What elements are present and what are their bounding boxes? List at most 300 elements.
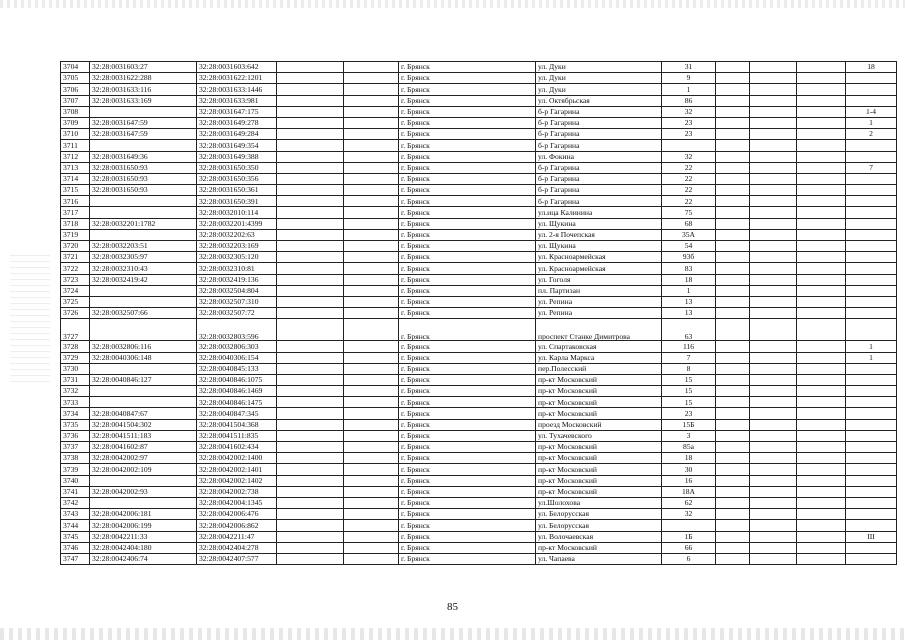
cell-cadastral-number: 32:28:0032310:81 [197,263,277,274]
cell-row-number: 3726 [61,308,90,319]
cell-empty [716,151,750,162]
cell-house-number: 63 [662,319,716,341]
cell-city: г. Брянск [399,352,536,363]
cell-city: г. Брянск [399,140,536,151]
cell-street: проезд Московский [536,419,662,430]
cell-empty [344,106,399,117]
cell-old-cadastral-number: 32:28:0031622:288 [90,73,197,84]
table-row [61,229,897,240]
cell-empty [716,196,750,207]
cell-empty [344,542,399,553]
cell-cadastral-number: 32:28:0042006:862 [197,520,277,531]
cell-empty [277,363,344,374]
cell-house-number: 7 [662,352,716,363]
table-row [61,352,897,363]
cell-house-number: 13 [662,296,716,307]
cell-empty [277,185,344,196]
cell-old-cadastral-number [90,319,197,341]
cell-old-cadastral-number: 32:28:0032201:1782 [90,218,197,229]
cell-empty [344,386,399,397]
cell-old-cadastral-number: 32:28:0041602:87 [90,442,197,453]
cell-house-number: 68 [662,218,716,229]
cell-street: пл. Партизан [536,285,662,296]
cell-empty [277,274,344,285]
table-row [61,553,897,564]
cell-city: г. Брянск [399,106,536,117]
cell-building-part [846,274,897,285]
cell-cadastral-number: 32:28:0042006:476 [197,509,277,520]
cell-row-number: 3735 [61,419,90,430]
cell-empty [750,140,797,151]
cell-house-number: 3 [662,430,716,441]
cell-building-part [846,185,897,196]
scan-artifact-margin [10,255,50,385]
cell-cadastral-number: 32:28:0031633:981 [197,95,277,106]
cell-building-part [846,363,897,374]
cell-cadastral-number: 32:28:0032201:4399 [197,218,277,229]
cell-old-cadastral-number [90,207,197,218]
cell-empty [797,386,846,397]
cell-empty [344,442,399,453]
cell-house-number: 83 [662,263,716,274]
cell-empty [344,151,399,162]
cell-street: ул. Красноармейская [536,252,662,263]
cell-empty [750,84,797,95]
cell-empty [750,196,797,207]
cell-empty [750,520,797,531]
cell-empty [344,308,399,319]
cell-empty [277,73,344,84]
cell-empty [750,509,797,520]
cell-street: пер.Полесский [536,363,662,374]
cell-empty [797,352,846,363]
cell-street: пр-кт Московский [536,542,662,553]
cell-empty [344,464,399,475]
cell-row-number: 3746 [61,542,90,553]
cell-house-number: 6 [662,553,716,564]
cell-empty [277,453,344,464]
cell-city: г. Брянск [399,173,536,184]
cell-building-part [846,140,897,151]
cell-row-number: 3723 [61,274,90,285]
cell-empty [797,285,846,296]
cell-cadastral-number: 32:28:0041504:368 [197,419,277,430]
table-row [61,285,897,296]
cell-empty [277,475,344,486]
cell-empty [716,341,750,352]
cell-building-part [846,196,897,207]
cell-house-number: 18 [662,274,716,285]
table-row [61,397,897,408]
cell-cadastral-number: 32:28:0031603:642 [197,62,277,73]
cell-empty [344,397,399,408]
cell-building-part [846,475,897,486]
cell-empty [750,151,797,162]
cell-cadastral-number: 32:28:0040846:1475 [197,397,277,408]
cell-house-number: 31 [662,62,716,73]
cell-house-number: 22 [662,185,716,196]
cell-empty [716,241,750,252]
cell-old-cadastral-number: 32:28:0031649:36 [90,151,197,162]
cell-city: г. Брянск [399,542,536,553]
cell-old-cadastral-number: 32:28:0032203:51 [90,241,197,252]
cell-house-number: 62 [662,497,716,508]
cell-empty [750,106,797,117]
scan-artifact-top [0,0,905,8]
cell-empty [277,308,344,319]
cell-row-number: 3707 [61,95,90,106]
cell-empty [797,531,846,542]
page-number: 85 [447,601,458,613]
cell-building-part [846,542,897,553]
cell-empty [797,520,846,531]
cell-empty [716,73,750,84]
cadastral-registry-table [60,61,897,565]
cell-row-number: 3715 [61,185,90,196]
cell-empty [277,296,344,307]
cell-empty [277,386,344,397]
cell-empty [797,464,846,475]
cell-empty [344,553,399,564]
cell-old-cadastral-number [90,363,197,374]
cell-empty [277,151,344,162]
cell-empty [750,497,797,508]
cell-old-cadastral-number: 32:28:0031650:93 [90,185,197,196]
cell-old-cadastral-number: 32:28:0040847:67 [90,408,197,419]
cell-empty [797,475,846,486]
cell-street: б-р Гагарина [536,196,662,207]
cell-empty [277,263,344,274]
cell-empty [716,106,750,117]
cell-row-number: 3729 [61,352,90,363]
cell-street: ул. Щукина [536,218,662,229]
cell-old-cadastral-number: 32:28:0042006:181 [90,509,197,520]
cell-empty [716,185,750,196]
cell-old-cadastral-number: 32:28:0031633:169 [90,95,197,106]
cell-row-number: 3745 [61,531,90,542]
table-row [61,95,897,106]
cell-row-number: 3742 [61,497,90,508]
cell-empty [750,386,797,397]
cell-street: пр-кт Московский [536,386,662,397]
cell-house-number: 1Б [662,531,716,542]
cell-city: г. Брянск [399,319,536,341]
cell-old-cadastral-number: 32:28:0042406:74 [90,553,197,564]
cell-street: ул. Фокина [536,151,662,162]
cell-building-part: 7 [846,162,897,173]
cell-empty [797,173,846,184]
cell-street: б-р Гагарина [536,162,662,173]
cell-building-part [846,520,897,531]
cell-building-part [846,397,897,408]
cell-empty [797,263,846,274]
cell-empty [716,162,750,173]
cell-building-part: 1-4 [846,106,897,117]
cell-street: ул. Дуки [536,73,662,84]
cell-empty [716,252,750,263]
cell-empty [277,84,344,95]
cell-empty [344,475,399,486]
cell-old-cadastral-number [90,497,197,508]
cell-row-number: 3706 [61,84,90,95]
cell-city: г. Брянск [399,520,536,531]
cell-empty [716,95,750,106]
cell-empty [750,363,797,374]
cell-city: г. Брянск [399,386,536,397]
cell-house-number: 22 [662,196,716,207]
cell-row-number: 3720 [61,241,90,252]
cell-city: г. Брянск [399,95,536,106]
cell-empty [716,363,750,374]
cell-empty [277,162,344,173]
cell-house-number: 18 [662,453,716,464]
cell-building-part [846,430,897,441]
cell-street: б-р Гагарина [536,140,662,151]
cell-empty [344,73,399,84]
cell-street: б-р Гагарина [536,106,662,117]
cell-empty [344,218,399,229]
cell-empty [750,73,797,84]
cell-building-part [846,419,897,430]
table-row [61,464,897,475]
cell-old-cadastral-number: 32:28:0032507:66 [90,308,197,319]
cell-empty [277,207,344,218]
table-row [61,308,897,319]
cell-empty [750,397,797,408]
cell-house-number: 1 [662,285,716,296]
cell-building-part [846,207,897,218]
cell-cadastral-number: 32:28:0040306:154 [197,352,277,363]
cell-building-part [846,84,897,95]
cell-empty [797,241,846,252]
cell-old-cadastral-number [90,386,197,397]
table-row [61,151,897,162]
cell-house-number: 93б [662,252,716,263]
cell-cadastral-number: 32:28:0032507:72 [197,308,277,319]
cell-cadastral-number: 32:28:0031650:391 [197,196,277,207]
cell-row-number: 3712 [61,151,90,162]
cell-city: г. Брянск [399,308,536,319]
table-row [61,263,897,274]
cell-empty [344,117,399,128]
cell-empty [344,162,399,173]
cell-street: б-р Гагарина [536,185,662,196]
cell-building-part [846,442,897,453]
cell-empty [750,475,797,486]
cell-row-number: 3708 [61,106,90,117]
cell-empty [344,274,399,285]
cell-building-part [846,453,897,464]
cell-cadastral-number: 32:28:0031650:356 [197,173,277,184]
cell-empty [750,464,797,475]
cell-empty [277,62,344,73]
cell-empty [716,296,750,307]
cell-empty [750,319,797,341]
cell-empty [344,62,399,73]
table-row [61,520,897,531]
cell-building-part [846,509,897,520]
cell-cadastral-number: 32:28:0040846:1075 [197,374,277,385]
cell-cadastral-number: 32:28:0031622:1201 [197,73,277,84]
cell-old-cadastral-number: 32:28:0042002:109 [90,464,197,475]
cell-empty [716,542,750,553]
cell-empty [716,520,750,531]
cell-empty [277,352,344,363]
table-row [61,252,897,263]
cell-empty [750,486,797,497]
table-row [61,531,897,542]
cell-old-cadastral-number: 32:28:0042211:33 [90,531,197,542]
cell-old-cadastral-number [90,196,197,207]
cell-empty [277,497,344,508]
cell-city: г. Брянск [399,464,536,475]
cell-building-part [846,241,897,252]
cell-row-number: 3718 [61,218,90,229]
cell-city: г. Брянск [399,117,536,128]
cell-old-cadastral-number: 32:28:0042002:93 [90,486,197,497]
cell-empty [277,95,344,106]
cell-empty [716,497,750,508]
cell-empty [277,520,344,531]
cell-house-number: 8 [662,363,716,374]
cell-house-number: 75 [662,207,716,218]
cell-empty [344,520,399,531]
table-row [61,207,897,218]
cell-building-part [846,386,897,397]
cell-old-cadastral-number [90,140,197,151]
table-row [61,408,897,419]
cell-empty [344,453,399,464]
cell-row-number: 3709 [61,117,90,128]
cell-street: пр-кт Московский [536,486,662,497]
cell-city: г. Брянск [399,207,536,218]
cell-street: ул. Белорусская [536,509,662,520]
cell-empty [344,229,399,240]
cell-street: ул. Красноармейская [536,263,662,274]
cell-cadastral-number: 32:28:0032305:120 [197,252,277,263]
cell-empty [716,430,750,441]
cell-cadastral-number: 32:28:0031647:175 [197,106,277,117]
cell-empty [277,117,344,128]
cell-empty [750,542,797,553]
cell-old-cadastral-number: 32:28:0042002:97 [90,453,197,464]
table-row [61,542,897,553]
cell-city: г. Брянск [399,73,536,84]
cell-building-part: 1 [846,341,897,352]
cell-empty [750,263,797,274]
cell-empty [716,397,750,408]
cell-street: ул. Дуки [536,84,662,95]
table-row [61,218,897,229]
cell-cadastral-number: 32:28:0040845:133 [197,363,277,374]
cell-empty [344,341,399,352]
cell-street: пр-кт Московский [536,397,662,408]
table-row [61,185,897,196]
cell-building-part: 18 [846,62,897,73]
cell-empty [277,509,344,520]
cell-empty [277,531,344,542]
cell-row-number: 3725 [61,296,90,307]
cell-building-part [846,319,897,341]
cell-street: ул. Октябрьская [536,95,662,106]
cell-old-cadastral-number: 32:28:0041511:183 [90,430,197,441]
cell-empty [716,509,750,520]
cell-building-part [846,497,897,508]
cell-empty [277,241,344,252]
cell-empty [344,419,399,430]
cell-empty [716,486,750,497]
cell-empty [750,207,797,218]
cell-empty [797,408,846,419]
cell-empty [277,442,344,453]
cell-cadastral-number: 32:28:0042004:1345 [197,497,277,508]
table-row [61,419,897,430]
cell-old-cadastral-number: 32:28:0031647:59 [90,129,197,140]
cell-cadastral-number: 32:28:0031649:278 [197,117,277,128]
cell-empty [716,84,750,95]
cell-empty [750,185,797,196]
cell-empty [716,386,750,397]
cell-empty [344,430,399,441]
cell-city: г. Брянск [399,453,536,464]
cell-row-number: 3736 [61,430,90,441]
cell-empty [797,196,846,207]
cell-empty [344,296,399,307]
cell-empty [797,106,846,117]
cell-empty [797,442,846,453]
cell-cadastral-number: 32:28:0031649:284 [197,129,277,140]
cell-empty [797,374,846,385]
cell-building-part [846,263,897,274]
cell-street: пр-кт Московский [536,442,662,453]
cell-empty [716,319,750,341]
cell-empty [716,140,750,151]
cell-house-number: 15 [662,386,716,397]
cell-old-cadastral-number: 32:28:0031650:93 [90,173,197,184]
table-row [61,73,897,84]
cell-empty [344,84,399,95]
cell-house-number: 35А [662,229,716,240]
cell-old-cadastral-number: 32:28:0031603:27 [90,62,197,73]
cell-street: ул. Карла Маркса [536,352,662,363]
cell-street: ул. Чапаева [536,553,662,564]
cell-empty [797,252,846,263]
cell-empty [716,408,750,419]
cell-city: г. Брянск [399,151,536,162]
cell-street: пр-кт Московский [536,408,662,419]
cell-city: г. Брянск [399,408,536,419]
cell-cadastral-number: 32:28:0032507:310 [197,296,277,307]
cell-empty [277,553,344,564]
cell-empty [344,319,399,341]
cell-house-number: 23 [662,408,716,419]
cell-old-cadastral-number [90,106,197,117]
cell-empty [277,252,344,263]
cell-empty [716,129,750,140]
cell-empty [716,173,750,184]
table-row [61,117,897,128]
cell-building-part [846,553,897,564]
cell-row-number: 3740 [61,475,90,486]
cell-row-number: 3717 [61,207,90,218]
table-row [61,363,897,374]
cell-house-number: 23 [662,117,716,128]
cell-empty [797,207,846,218]
cell-empty [344,95,399,106]
cell-cadastral-number: 32:28:0040846:1469 [197,386,277,397]
cell-empty [716,62,750,73]
cell-house-number: 15 [662,374,716,385]
